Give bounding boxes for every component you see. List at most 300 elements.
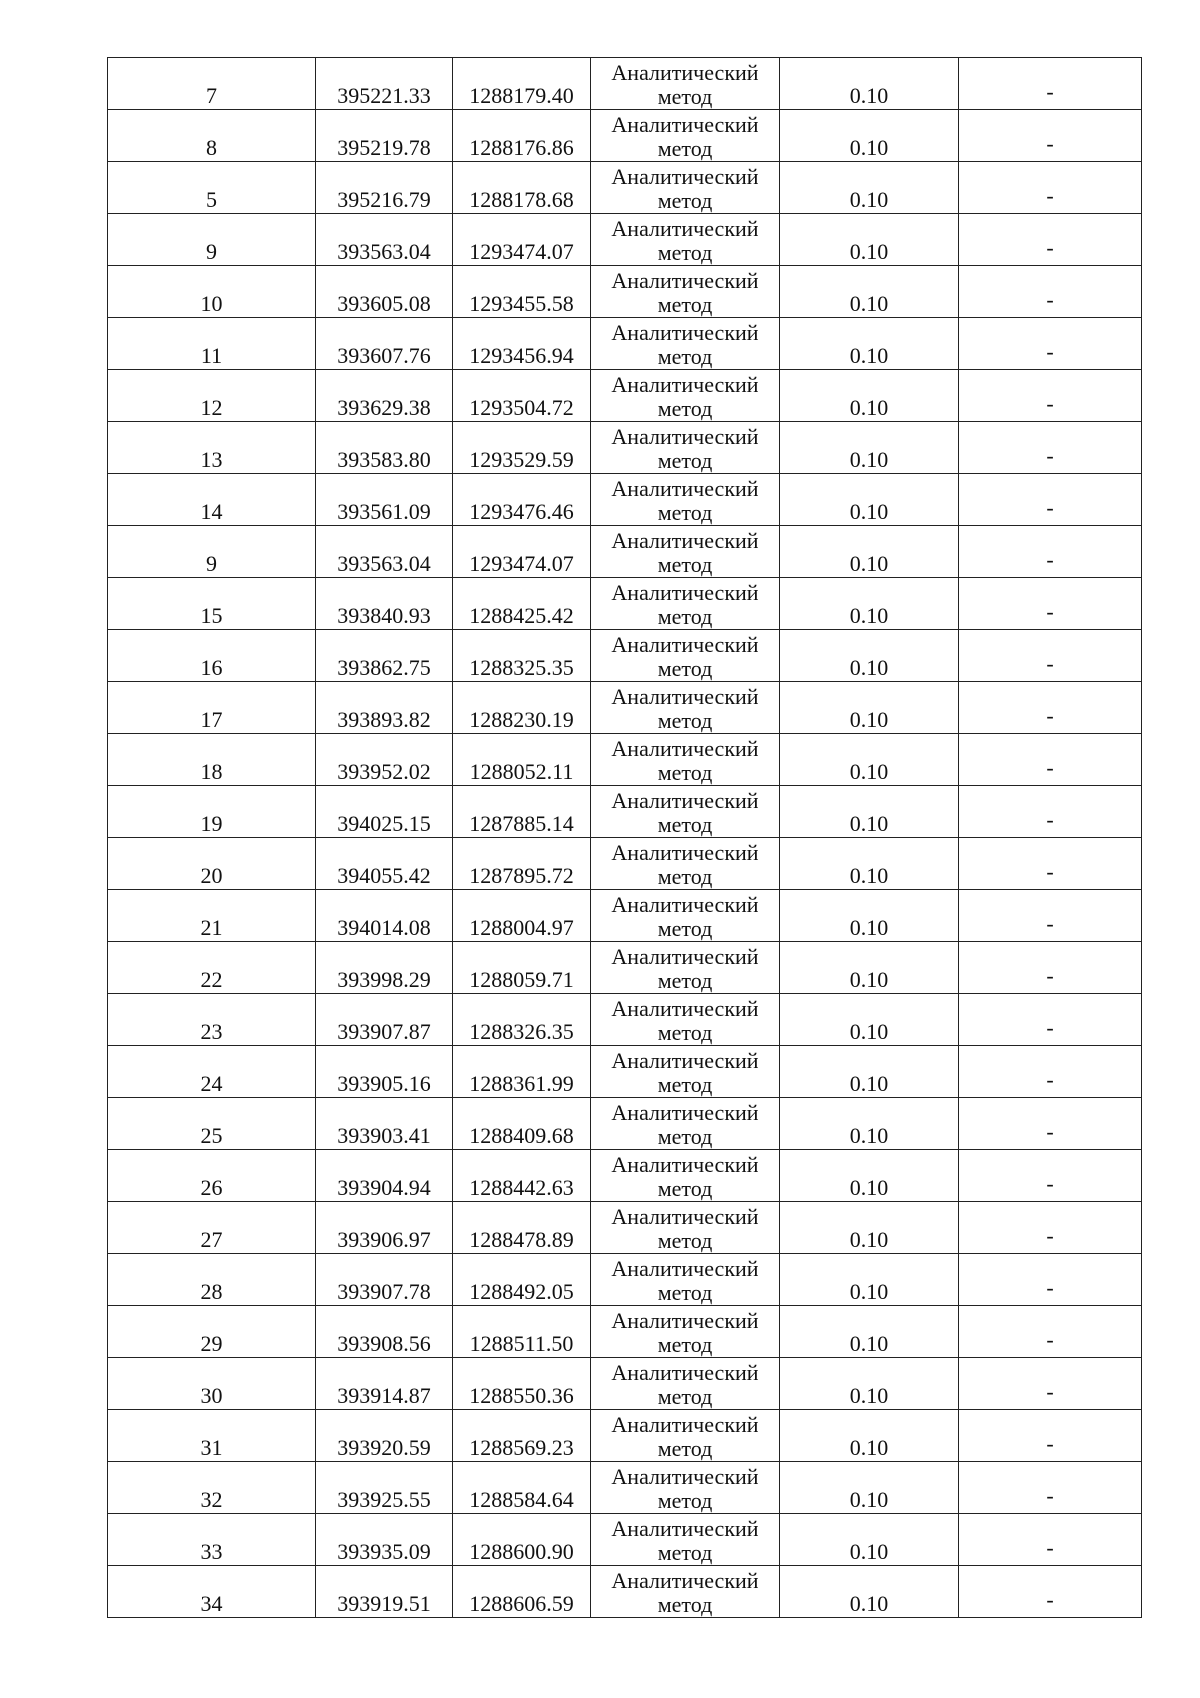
table-row [108, 370, 1142, 422]
method-text-wrap [591, 371, 779, 421]
method-line-2: метод [657, 864, 713, 889]
x-coordinate-cell: 393607.76 [316, 318, 453, 370]
error-cell: 0.10 [780, 942, 959, 994]
y-coordinate-cell: 1288004.97 [453, 890, 591, 942]
x-coordinate-cell: 393998.29 [316, 942, 453, 994]
error-cell: 0.10 [780, 578, 959, 630]
point-number-cell: 23 [108, 994, 316, 1046]
point-number-cell: 18 [108, 734, 316, 786]
error-cell: 0.10 [780, 682, 959, 734]
x-coordinate-cell: 394025.15 [316, 786, 453, 838]
method-line-2: метод [657, 1384, 713, 1409]
error-cell: 0.10 [780, 1202, 959, 1254]
method-text-wrap [591, 943, 779, 993]
method-text-wrap [591, 267, 779, 317]
point-number-cell: 14 [108, 474, 316, 526]
table-row [108, 1098, 1142, 1150]
x-coordinate-cell: 395221.33 [316, 58, 453, 110]
x-coordinate-cell: 395216.79 [316, 162, 453, 214]
error-cell: 0.10 [780, 786, 959, 838]
table-row [108, 1566, 1142, 1618]
method-cell [591, 1202, 780, 1254]
method-text-wrap [591, 839, 779, 889]
note-cell: - [959, 1358, 1142, 1410]
method-text-wrap [591, 163, 779, 213]
table-row [108, 942, 1142, 994]
note-cell: - [959, 318, 1142, 370]
note-cell: - [959, 1202, 1142, 1254]
method-line-1: Аналитический [611, 1464, 759, 1489]
point-number-cell: 9 [108, 214, 316, 266]
method-line-1: Аналитический [611, 1516, 759, 1541]
error-cell: 0.10 [780, 110, 959, 162]
point-number-cell: 27 [108, 1202, 316, 1254]
error-cell: 0.10 [780, 1306, 959, 1358]
method-text-wrap [591, 1567, 779, 1617]
y-coordinate-cell: 1288511.50 [453, 1306, 591, 1358]
method-cell [591, 682, 780, 734]
method-line-1: Аналитический [611, 684, 759, 709]
method-cell [591, 1410, 780, 1462]
error-cell: 0.10 [780, 994, 959, 1046]
method-line-2: метод [657, 968, 713, 993]
note-cell: - [959, 1098, 1142, 1150]
y-coordinate-cell: 1288584.64 [453, 1462, 591, 1514]
coordinates-table-body [108, 58, 1142, 1618]
method-cell [591, 422, 780, 474]
table-row [108, 682, 1142, 734]
y-coordinate-cell: 1288442.63 [453, 1150, 591, 1202]
x-coordinate-cell: 393906.97 [316, 1202, 453, 1254]
table-row [108, 786, 1142, 838]
method-cell [591, 318, 780, 370]
y-coordinate-cell: 1288606.59 [453, 1566, 591, 1618]
method-line-2: метод [657, 396, 713, 421]
method-cell [591, 890, 780, 942]
method-text-wrap [591, 1151, 779, 1201]
table-row [108, 266, 1142, 318]
error-cell: 0.10 [780, 838, 959, 890]
x-coordinate-cell: 393952.02 [316, 734, 453, 786]
method-line-1: Аналитический [611, 736, 759, 761]
y-coordinate-cell: 1288361.99 [453, 1046, 591, 1098]
x-coordinate-cell: 393907.78 [316, 1254, 453, 1306]
table-row [108, 1462, 1142, 1514]
point-number-cell: 29 [108, 1306, 316, 1358]
method-text-wrap [591, 1411, 779, 1461]
method-line-1: Аналитический [611, 476, 759, 501]
table-row [108, 1410, 1142, 1462]
point-number-cell: 34 [108, 1566, 316, 1618]
y-coordinate-cell: 1288478.89 [453, 1202, 591, 1254]
method-cell [591, 994, 780, 1046]
method-line-2: метод [657, 136, 713, 161]
method-text-wrap [591, 1463, 779, 1513]
y-coordinate-cell: 1288325.35 [453, 630, 591, 682]
method-line-2: метод [657, 812, 713, 837]
table-row [108, 58, 1142, 110]
method-line-2: метод [657, 1280, 713, 1305]
method-text-wrap [591, 59, 779, 109]
method-cell [591, 370, 780, 422]
method-line-2: метод [657, 1592, 713, 1617]
point-number-cell: 33 [108, 1514, 316, 1566]
method-text-wrap [591, 631, 779, 681]
method-line-1: Аналитический [611, 528, 759, 553]
method-line-2: метод [657, 1436, 713, 1461]
note-cell: - [959, 786, 1142, 838]
method-cell [591, 1462, 780, 1514]
method-line-1: Аналитический [611, 268, 759, 293]
method-text-wrap [591, 1515, 779, 1565]
point-number-cell: 22 [108, 942, 316, 994]
note-cell: - [959, 422, 1142, 474]
table-row [108, 630, 1142, 682]
note-cell: - [959, 1410, 1142, 1462]
method-text-wrap [591, 319, 779, 369]
note-cell: - [959, 474, 1142, 526]
method-line-2: метод [657, 760, 713, 785]
method-line-1: Аналитический [611, 788, 759, 813]
x-coordinate-cell: 393903.41 [316, 1098, 453, 1150]
method-text-wrap [591, 579, 779, 629]
point-number-cell: 8 [108, 110, 316, 162]
note-cell: - [959, 734, 1142, 786]
x-coordinate-cell: 393908.56 [316, 1306, 453, 1358]
method-line-1: Аналитический [611, 60, 759, 85]
method-text-wrap [591, 527, 779, 577]
x-coordinate-cell: 393583.80 [316, 422, 453, 474]
error-cell: 0.10 [780, 1410, 959, 1462]
method-cell [591, 214, 780, 266]
note-cell: - [959, 526, 1142, 578]
method-cell [591, 1514, 780, 1566]
table-row [108, 1306, 1142, 1358]
method-line-2: метод [657, 188, 713, 213]
error-cell: 0.10 [780, 630, 959, 682]
method-cell [591, 786, 780, 838]
method-cell [591, 162, 780, 214]
point-number-cell: 25 [108, 1098, 316, 1150]
error-cell: 0.10 [780, 1150, 959, 1202]
x-coordinate-cell: 393563.04 [316, 214, 453, 266]
method-line-1: Аналитический [611, 840, 759, 865]
method-line-1: Аналитический [611, 1048, 759, 1073]
method-cell [591, 734, 780, 786]
x-coordinate-cell: 393925.55 [316, 1462, 453, 1514]
method-text-wrap [591, 1047, 779, 1097]
error-cell: 0.10 [780, 214, 959, 266]
method-line-1: Аналитический [611, 320, 759, 345]
point-number-cell: 12 [108, 370, 316, 422]
y-coordinate-cell: 1288550.36 [453, 1358, 591, 1410]
method-line-2: метод [657, 916, 713, 941]
error-cell: 0.10 [780, 1358, 959, 1410]
method-line-2: метод [657, 708, 713, 733]
table-row [108, 1046, 1142, 1098]
x-coordinate-cell: 395219.78 [316, 110, 453, 162]
y-coordinate-cell: 1288059.71 [453, 942, 591, 994]
table-row [108, 838, 1142, 890]
method-cell [591, 1306, 780, 1358]
method-cell [591, 630, 780, 682]
y-coordinate-cell: 1287895.72 [453, 838, 591, 890]
error-cell: 0.10 [780, 1098, 959, 1150]
method-text-wrap [591, 1203, 779, 1253]
y-coordinate-cell: 1293529.59 [453, 422, 591, 474]
note-cell: - [959, 1566, 1142, 1618]
x-coordinate-cell: 393920.59 [316, 1410, 453, 1462]
method-text-wrap [591, 995, 779, 1045]
note-cell: - [959, 370, 1142, 422]
method-cell [591, 1358, 780, 1410]
method-line-2: метод [657, 1020, 713, 1045]
y-coordinate-cell: 1288569.23 [453, 1410, 591, 1462]
method-text-wrap [591, 1307, 779, 1357]
point-number-cell: 19 [108, 786, 316, 838]
method-line-2: метод [657, 292, 713, 317]
error-cell: 0.10 [780, 1566, 959, 1618]
x-coordinate-cell: 394014.08 [316, 890, 453, 942]
method-line-2: метод [657, 1540, 713, 1565]
x-coordinate-cell: 393605.08 [316, 266, 453, 318]
y-coordinate-cell: 1288326.35 [453, 994, 591, 1046]
x-coordinate-cell: 393561.09 [316, 474, 453, 526]
x-coordinate-cell: 393840.93 [316, 578, 453, 630]
method-text-wrap [591, 683, 779, 733]
method-cell [591, 110, 780, 162]
x-coordinate-cell: 393904.94 [316, 1150, 453, 1202]
point-number-cell: 32 [108, 1462, 316, 1514]
method-line-2: метод [657, 240, 713, 265]
method-line-1: Аналитический [611, 632, 759, 657]
error-cell: 0.10 [780, 1254, 959, 1306]
method-line-2: метод [657, 1332, 713, 1357]
point-number-cell: 15 [108, 578, 316, 630]
table-row [108, 890, 1142, 942]
note-cell: - [959, 942, 1142, 994]
point-number-cell: 20 [108, 838, 316, 890]
method-cell [591, 942, 780, 994]
method-cell [591, 838, 780, 890]
table-row [108, 1202, 1142, 1254]
method-line-2: метод [657, 1176, 713, 1201]
method-cell [591, 1046, 780, 1098]
note-cell: - [959, 1306, 1142, 1358]
x-coordinate-cell: 393905.16 [316, 1046, 453, 1098]
method-line-2: метод [657, 84, 713, 109]
method-text-wrap [591, 215, 779, 265]
error-cell: 0.10 [780, 474, 959, 526]
method-line-2: метод [657, 448, 713, 473]
method-line-2: метод [657, 1228, 713, 1253]
method-cell [591, 1098, 780, 1150]
table-row [108, 578, 1142, 630]
method-cell [591, 474, 780, 526]
y-coordinate-cell: 1288600.90 [453, 1514, 591, 1566]
y-coordinate-cell: 1287885.14 [453, 786, 591, 838]
x-coordinate-cell: 393862.75 [316, 630, 453, 682]
error-cell: 0.10 [780, 890, 959, 942]
error-cell: 0.10 [780, 1046, 959, 1098]
note-cell: - [959, 630, 1142, 682]
note-cell: - [959, 890, 1142, 942]
error-cell: 0.10 [780, 422, 959, 474]
method-line-1: Аналитический [611, 1568, 759, 1593]
note-cell: - [959, 838, 1142, 890]
point-number-cell: 26 [108, 1150, 316, 1202]
method-text-wrap [591, 891, 779, 941]
note-cell: - [959, 110, 1142, 162]
point-number-cell: 13 [108, 422, 316, 474]
note-cell: - [959, 1046, 1142, 1098]
x-coordinate-cell: 393563.04 [316, 526, 453, 578]
method-line-1: Аналитический [611, 1360, 759, 1385]
y-coordinate-cell: 1293456.94 [453, 318, 591, 370]
method-cell [591, 526, 780, 578]
error-cell: 0.10 [780, 370, 959, 422]
coordinates-table [107, 57, 1142, 1618]
method-line-2: метод [657, 1124, 713, 1149]
point-number-cell: 24 [108, 1046, 316, 1098]
point-number-cell: 17 [108, 682, 316, 734]
method-cell [591, 58, 780, 110]
point-number-cell: 16 [108, 630, 316, 682]
table-row [108, 110, 1142, 162]
point-number-cell: 7 [108, 58, 316, 110]
method-line-1: Аналитический [611, 164, 759, 189]
table-row [108, 1514, 1142, 1566]
table-row [108, 526, 1142, 578]
error-cell: 0.10 [780, 1514, 959, 1566]
method-line-2: метод [657, 500, 713, 525]
x-coordinate-cell: 393935.09 [316, 1514, 453, 1566]
point-number-cell: 28 [108, 1254, 316, 1306]
method-text-wrap [591, 1255, 779, 1305]
error-cell: 0.10 [780, 526, 959, 578]
note-cell: - [959, 1462, 1142, 1514]
y-coordinate-cell: 1293504.72 [453, 370, 591, 422]
table-row [108, 422, 1142, 474]
method-cell [591, 578, 780, 630]
error-cell: 0.10 [780, 318, 959, 370]
method-line-1: Аналитический [611, 1100, 759, 1125]
note-cell: - [959, 266, 1142, 318]
point-number-cell: 11 [108, 318, 316, 370]
method-line-1: Аналитический [611, 996, 759, 1021]
table-row [108, 1254, 1142, 1306]
method-line-2: метод [657, 604, 713, 629]
x-coordinate-cell: 393629.38 [316, 370, 453, 422]
y-coordinate-cell: 1288179.40 [453, 58, 591, 110]
method-text-wrap [591, 735, 779, 785]
method-cell [591, 1566, 780, 1618]
method-line-2: метод [657, 1488, 713, 1513]
x-coordinate-cell: 393919.51 [316, 1566, 453, 1618]
y-coordinate-cell: 1288178.68 [453, 162, 591, 214]
error-cell: 0.10 [780, 162, 959, 214]
point-number-cell: 31 [108, 1410, 316, 1462]
y-coordinate-cell: 1288176.86 [453, 110, 591, 162]
y-coordinate-cell: 1288492.05 [453, 1254, 591, 1306]
method-cell [591, 1150, 780, 1202]
method-cell [591, 266, 780, 318]
x-coordinate-cell: 393914.87 [316, 1358, 453, 1410]
y-coordinate-cell: 1293474.07 [453, 214, 591, 266]
note-cell: - [959, 994, 1142, 1046]
table-row [108, 162, 1142, 214]
x-coordinate-cell: 394055.42 [316, 838, 453, 890]
x-coordinate-cell: 393893.82 [316, 682, 453, 734]
method-line-1: Аналитический [611, 216, 759, 241]
method-line-1: Аналитический [611, 892, 759, 917]
method-line-1: Аналитический [611, 112, 759, 137]
point-number-cell: 21 [108, 890, 316, 942]
error-cell: 0.10 [780, 1462, 959, 1514]
method-line-1: Аналитический [611, 1308, 759, 1333]
method-line-2: метод [657, 1072, 713, 1097]
table-row [108, 994, 1142, 1046]
x-coordinate-cell: 393907.87 [316, 994, 453, 1046]
method-text-wrap [591, 423, 779, 473]
note-cell: - [959, 578, 1142, 630]
method-line-2: метод [657, 552, 713, 577]
method-text-wrap [591, 787, 779, 837]
point-number-cell: 10 [108, 266, 316, 318]
method-line-1: Аналитический [611, 1256, 759, 1281]
method-text-wrap [591, 1359, 779, 1409]
point-number-cell: 5 [108, 162, 316, 214]
error-cell: 0.10 [780, 58, 959, 110]
y-coordinate-cell: 1288052.11 [453, 734, 591, 786]
method-line-1: Аналитический [611, 580, 759, 605]
method-text-wrap [591, 111, 779, 161]
method-line-1: Аналитический [611, 1412, 759, 1437]
note-cell: - [959, 1254, 1142, 1306]
y-coordinate-cell: 1293474.07 [453, 526, 591, 578]
y-coordinate-cell: 1288425.42 [453, 578, 591, 630]
point-number-cell: 30 [108, 1358, 316, 1410]
y-coordinate-cell: 1288409.68 [453, 1098, 591, 1150]
error-cell: 0.10 [780, 266, 959, 318]
y-coordinate-cell: 1288230.19 [453, 682, 591, 734]
note-cell: - [959, 1514, 1142, 1566]
method-cell [591, 1254, 780, 1306]
note-cell: - [959, 1150, 1142, 1202]
table-row [108, 474, 1142, 526]
point-number-cell: 9 [108, 526, 316, 578]
y-coordinate-cell: 1293476.46 [453, 474, 591, 526]
method-line-1: Аналитический [611, 372, 759, 397]
method-text-wrap [591, 475, 779, 525]
method-line-1: Аналитический [611, 1204, 759, 1229]
method-line-2: метод [657, 656, 713, 681]
method-line-2: метод [657, 344, 713, 369]
table-row [108, 734, 1142, 786]
method-line-1: Аналитический [611, 424, 759, 449]
table-row [108, 318, 1142, 370]
table-row [108, 1150, 1142, 1202]
method-text-wrap [591, 1099, 779, 1149]
y-coordinate-cell: 1293455.58 [453, 266, 591, 318]
error-cell: 0.10 [780, 734, 959, 786]
note-cell: - [959, 682, 1142, 734]
table-row [108, 214, 1142, 266]
note-cell: - [959, 58, 1142, 110]
method-line-1: Аналитический [611, 944, 759, 969]
method-line-1: Аналитический [611, 1152, 759, 1177]
table-row [108, 1358, 1142, 1410]
